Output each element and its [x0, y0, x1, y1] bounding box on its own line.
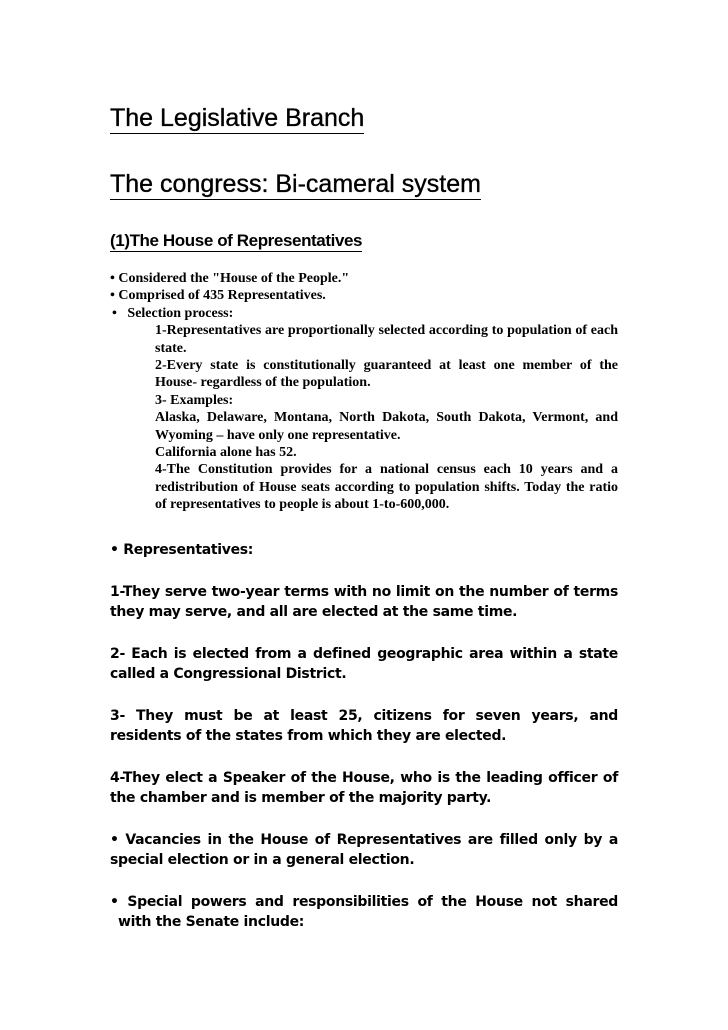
representatives-heading: • Representatives: [110, 542, 254, 558]
representatives-point: 1-They serve two-year terms with no limit on the number of terms they may serve, and all are elected at the same time. [110, 583, 618, 620]
bullet-item: • Selection process: [112, 305, 234, 321]
vacancies-paragraph: • Vacancies in the House of Representatives are filled only by a special election or in a general election. [110, 831, 618, 868]
house-overview [110, 270, 618, 514]
representatives-point: 2- Each is elected from a defined geographic area within a state called a Congressional District. [110, 645, 618, 682]
selection-item: 2-Every state is constitutionally guaranteed at least one member of the House- regardless of the population. [155, 358, 618, 391]
congress-heading: The congress: Bi-cameral system [110, 170, 481, 198]
representatives-point: 3- They must be at least 25, citizens for seven years, and residents of the states from which they are elected. [110, 707, 618, 744]
selection-item: 3- Examples: [155, 392, 234, 408]
bullet-item: • Considered the "House of the People." [110, 271, 350, 286]
representatives-section [110, 540, 618, 933]
selection-item: California alone has 52. [155, 445, 297, 461]
selection-item: 4-The Constitution provides for a national census each 10 years and a redistribution of House seats according to population shifts. Today the ratio of representatives to people is about 1-to-600,000. [155, 462, 618, 513]
document-title: The Legislative Branch [110, 104, 365, 132]
section-heading-house: (1)The House of Representatives [110, 231, 363, 250]
selection-item: 1-Representatives are proportionally selected according to population of each state. [155, 323, 618, 356]
selection-item: Alaska, Delaware, Montana, North Dakota, South Dakota, Vermont, and Wyoming – have only one representative. [155, 410, 618, 443]
special-powers-paragraph: • Special powers and responsibilities of the House not shared with the Senate include: [110, 893, 618, 930]
bullet-item: • Comprised of 435 Representatives. [110, 288, 326, 304]
representatives-point: 4-They elect a Speaker of the House, who is the leading officer of the chamber and is member of the majority party. [110, 769, 618, 806]
